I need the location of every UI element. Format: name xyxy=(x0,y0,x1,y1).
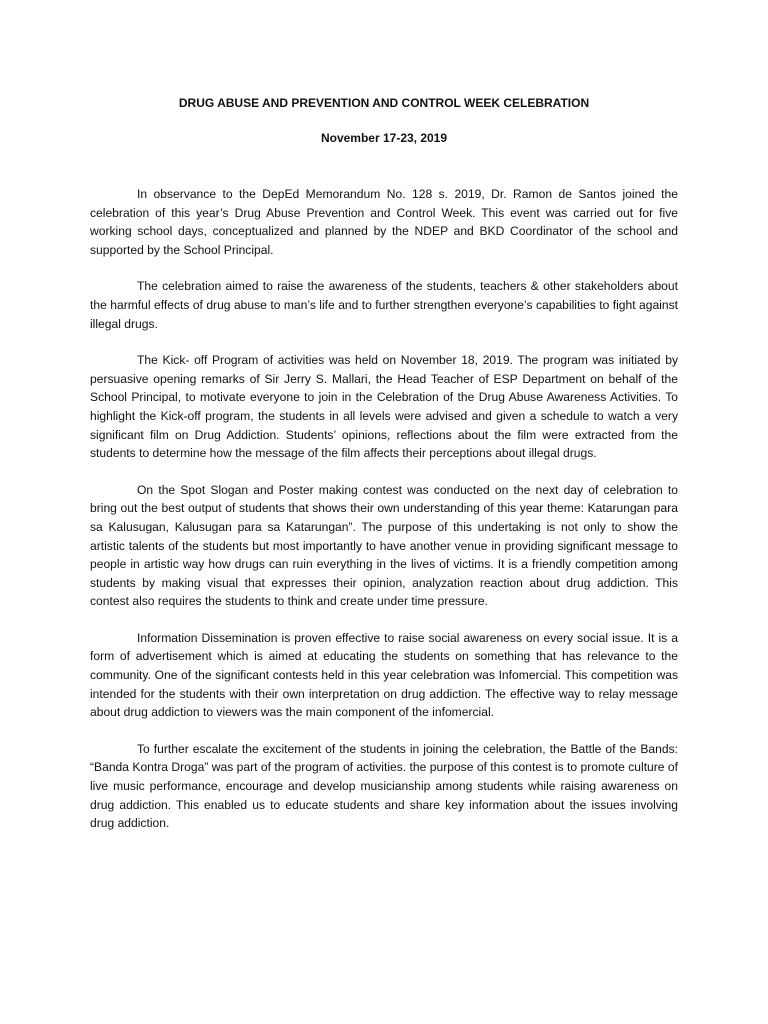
paragraph-battle-of-the-bands: To further escalate the excitement of the students in joining the celebration, the Battle of the Bands: “Banda Kontra Droga” was part of the program of activities. the purpose of this contest is to promote culture of live music performance, encourage and develop musicianship among students while raising awareness on drug addiction. This enabled us to educate students and share key information about the issues involving drug addiction. xyxy=(90,741,678,831)
document-date: November 17-23, 2019 xyxy=(320,131,448,145)
paragraph-observance: In observance to the DepEd Memorandum No. 128 s. 2019, Dr. Ramon de Santos joined the celebration of this year’s Drug Abuse Prevention and Control Week. This event was carried out for five working school days, conceptualized and planned by the NDEP and BKD Coordinator of the school and supported by the School Principal. xyxy=(90,187,678,257)
paragraph-information-dissemination: Information Dissemination is proven effective to raise social awareness on every social issue. It is a form of advertisement which is aimed at educating the students on something that has relevance to the community. One of the significant contests held in this year celebration was Infomercial. This competition was intended for the students with their own interpretation on drug addiction. The effective way to relay message about drug addiction to viewers was the main component of the infomercial. xyxy=(90,630,678,720)
document-body xyxy=(90,185,678,851)
document-title: DRUG ABUSE AND PREVENTION AND CONTROL WEEK CELEBRATION xyxy=(178,96,590,110)
paragraph-celebration-aim: The celebration aimed to raise the awareness of the students, teachers & other stakeholders about the harmful effects of drug abuse to man’s life and to further strengthen everyone’s capabilities to fight against illegal drugs. xyxy=(90,279,678,331)
paragraph-slogan-poster-contest: On the Spot Slogan and Poster making contest was conducted on the next day of celebration to bring out the best output of students that shows their own understanding of this year theme: Katarungan para sa Kalusugan, Kalusugan para sa Katarungan”. The purpose of this undertaking is not only to show the artistic talents of the students but most importantly to have another venue in providing significant message to people in artistic way how drugs can ruin everything in the lives of victims. It is a friendly competition among students by making visual that expresses their opinion, analyzation reaction about drug addiction. This contest also requires the students to think and create under time pressure. xyxy=(90,482,678,609)
paragraph-kick-off-program: The Kick- off Program of activities was held on November 18, 2019. The program was initiated by persuasive opening remarks of Sir Jerry S. Mallari, the Head Teacher of ESP Department on behalf of the School Principal, to motivate everyone to join in the Celebration of the Drug Abuse Awareness Activities. To highlight the Kick-off program, the students in all levels were advised and given a schedule to watch a very significant film on Drug Addiction. Students’ opinions, reflections about the film were extracted from the students to determine how the message of the film affects their perceptions about illegal drugs. xyxy=(90,353,678,461)
